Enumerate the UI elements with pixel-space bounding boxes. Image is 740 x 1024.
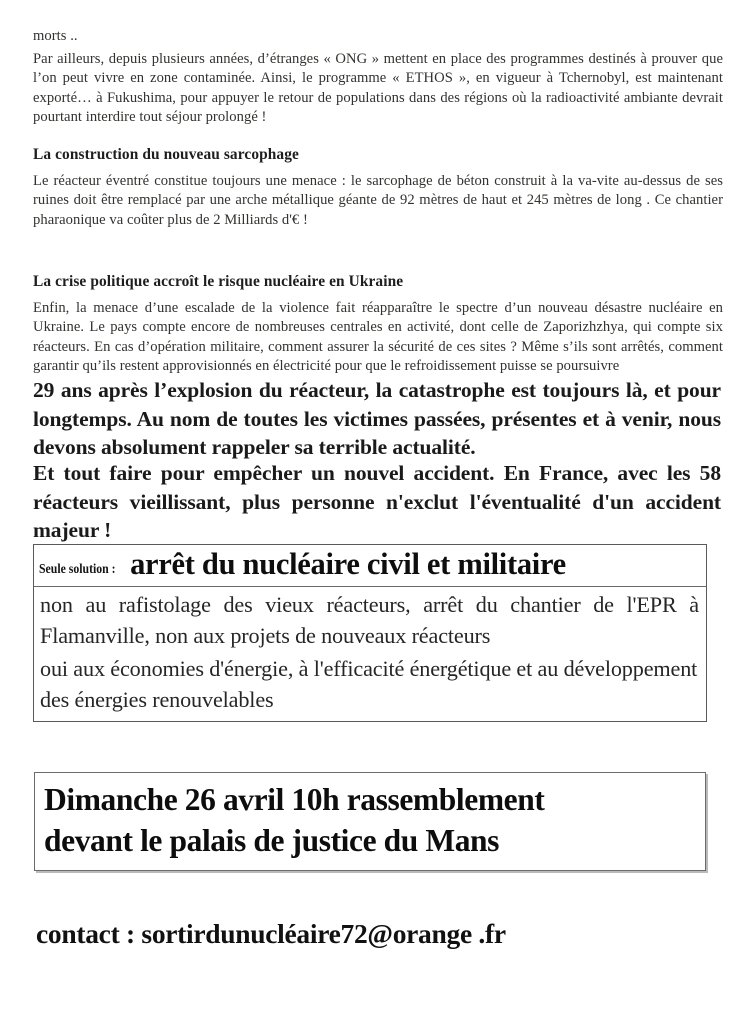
- solution-label: Seule solution :: [39, 561, 116, 576]
- solution-box: [33, 544, 707, 722]
- contact-line: contact : sortirdunucléaire72@orange .fr: [36, 918, 506, 949]
- solution-demand-2: oui aux économies d'énergie, à l'efficacité énergétique et au développement des énergies renouvelables: [40, 656, 698, 712]
- section-paragraph-ukraine: Enfin, la menace d’une escalade de la violence fait réapparaître le spectre d’un nouveau désastre nucléaire en Ukraine. Le pays compte encore de nombreuses centrales en activité, dont celle de Zaporizhzhya, qui compte six réacteurs. En cas d’opération militaire, comment assurer la sécurité de ces sites ? Même s’ils sont arrêtés, comment garantir qu’ils restent approvisionnés en électricité pour que le refroidissement puisse se poursuivre: [33, 300, 723, 375]
- rally-text: [44, 779, 697, 861]
- section-heading-ukraine: La crise politique accroît le risque nucléaire en Ukraine: [33, 273, 404, 290]
- solution-headline: arrêt du nucléaire civil et militaire: [130, 547, 566, 581]
- section-paragraph-sarcophage: Le réacteur éventré constitue toujours une menace : le sarcophage de béton construit à la va-vite au-dessus de ses ruines doit être remplacé par une arche métallique géante de 92 mètres de haut et 245 mètres de long . Ce chantier pharaonique va coûter plus de 2 Milliards d'€ !: [33, 173, 723, 228]
- solution-headline-row: [34, 545, 706, 587]
- rally-line-2: devant le palais de justice du Mans: [44, 823, 500, 858]
- intro-paragraph: Par ailleurs, depuis plusieurs années, d’étranges « ONG » mettent en place des programmes destinés à prouver que l’on peut vivre en zone contaminée. Ainsi, le programme « ETHOS », en vigueur à Tchernobyl, est maintenant exporté… à Fukushima, pour appuyer le retour de populations dans des régions où la radioactivité ambiante devrait pourtant interdire tout séjour prolongé !: [33, 51, 723, 126]
- continuation-line: morts ..: [33, 28, 78, 44]
- section-heading-sarcophage: La construction du nouveau sarcophage: [33, 146, 299, 163]
- solution-demand-1: non au rafistolage des vieux réacteurs, arrêt du chantier de l'EPR à Flamanville, non aux projets de nouveaux réacteurs: [40, 592, 699, 648]
- appeal-paragraph-1: 29 ans après l’explosion du réacteur, la catastrophe est toujours là, et pour longtemps. Au nom de toutes les victimes passées, présentes et à venir, nous devons absolument rappeler sa terrible actualité.: [33, 378, 721, 459]
- rally-line-1: Dimanche 26 avril 10h rassemblement: [44, 782, 545, 817]
- rally-box: [34, 772, 706, 871]
- appeal-paragraph-2: Et tout faire pour empêcher un nouvel accident. En France, avec les 58 réacteurs vieillissant, plus personne n'exclut l'éventualité d'un accident majeur !: [33, 461, 721, 542]
- solution-demands: [34, 587, 706, 721]
